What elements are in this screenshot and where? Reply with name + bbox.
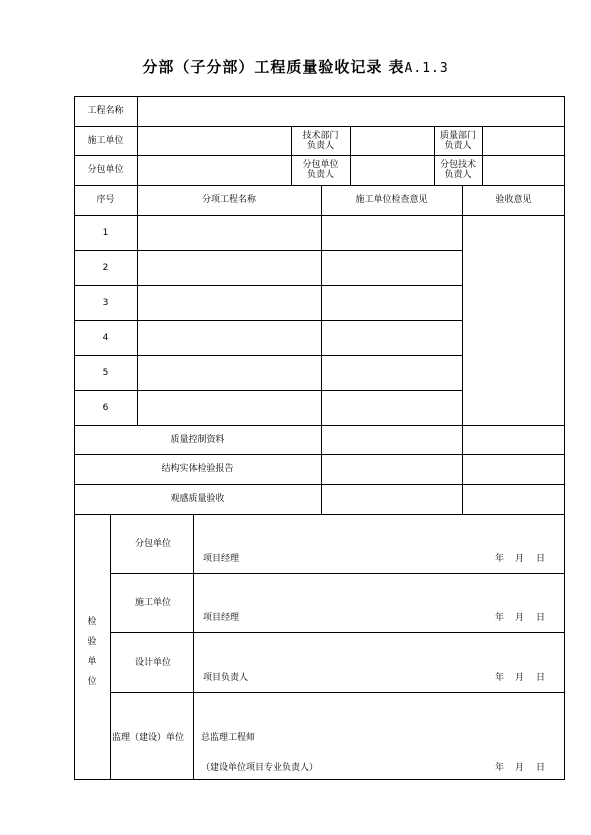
label-line: 负责人 — [306, 140, 334, 151]
date-year: 年 — [495, 673, 505, 683]
label-line: 技术部门 — [302, 130, 339, 141]
rule — [321, 185, 322, 514]
date-year: 年 — [495, 613, 505, 623]
form-title — [0, 56, 591, 77]
column-header-item-name: 分项工程名称 — [201, 195, 256, 205]
date-month: 月 — [515, 763, 525, 773]
row-number: 2 — [102, 262, 109, 273]
date-month: 月 — [515, 613, 525, 623]
date-year: 年 — [495, 554, 505, 564]
rule — [110, 514, 111, 780]
rule — [110, 632, 565, 633]
acceptance-units-side-label — [82, 612, 102, 692]
rule — [74, 215, 565, 216]
structure-test-report-label: 结构实体检验报告 — [161, 464, 234, 474]
side-char: 检 — [87, 617, 97, 627]
signer-title: 总监理工程师 — [201, 733, 256, 743]
form-code: A.1.3 — [404, 61, 449, 76]
column-header-accept-opinion: 验收意见 — [495, 195, 532, 205]
rule — [137, 185, 138, 425]
quality-control-docs-label: 质量控制资料 — [170, 434, 225, 445]
date-day: 日 — [536, 763, 546, 773]
project-name-label: 工程名称 — [87, 106, 124, 116]
date-day: 日 — [536, 554, 546, 564]
acceptance-record-form — [74, 96, 565, 780]
date-day: 日 — [536, 673, 546, 683]
column-header-no: 序号 — [96, 195, 115, 205]
label-line: 质量部门 — [439, 130, 476, 141]
subcontract-unit-label: 分包单位 — [87, 165, 124, 175]
label-line: 分包技术 — [439, 160, 476, 170]
quality-dept-head-label — [434, 126, 482, 155]
row-number: 1 — [102, 227, 109, 238]
subcontract-tech-head-label — [434, 155, 482, 185]
rule — [74, 514, 565, 515]
column-header-check-opinion: 施工单位检查意见 — [355, 195, 428, 205]
label-line: 负责人 — [444, 170, 472, 180]
side-char: 验 — [87, 637, 97, 647]
rule — [110, 573, 565, 574]
label-line: 负责人 — [444, 140, 472, 151]
label-line: 分包单位 — [302, 160, 339, 170]
date-month: 月 — [515, 673, 525, 683]
unit-name-construction: 施工单位 — [135, 598, 172, 608]
appearance-quality-label: 观感质量验收 — [170, 494, 225, 504]
row-number: 6 — [102, 402, 109, 413]
border-bottom — [74, 779, 565, 780]
signer-title: 项目经理 — [203, 554, 240, 564]
side-char: 位 — [87, 677, 97, 687]
row-number: 3 — [102, 297, 109, 308]
side-char: 单 — [87, 657, 97, 667]
unit-name-supervision: 监理（建设）单位 — [112, 733, 185, 743]
row-number: 5 — [102, 367, 109, 378]
rule — [350, 126, 351, 185]
rule — [193, 514, 194, 780]
date-day: 日 — [536, 613, 546, 623]
label-line: 负责人 — [306, 170, 334, 180]
border-top — [74, 96, 565, 97]
signer-note: （建设单位项目专业负责人） — [201, 763, 319, 773]
subcontract-unit-head-label — [291, 155, 350, 185]
rule — [110, 692, 565, 693]
rule — [482, 126, 483, 185]
form-title-text: 分部（子分部）工程质量验收记录 表 — [142, 58, 405, 76]
tech-dept-head-label — [291, 126, 350, 155]
rule — [462, 185, 463, 514]
row-number: 4 — [102, 332, 109, 343]
construction-unit-label: 施工单位 — [87, 135, 124, 146]
date-month: 月 — [515, 554, 525, 564]
rule — [137, 96, 138, 185]
unit-name-subcontract: 分包单位 — [135, 539, 172, 549]
unit-name-design: 设计单位 — [135, 658, 172, 668]
signer-title: 项目负责人 — [203, 673, 249, 683]
date-year: 年 — [495, 763, 505, 773]
signer-title: 项目经理 — [203, 613, 240, 623]
